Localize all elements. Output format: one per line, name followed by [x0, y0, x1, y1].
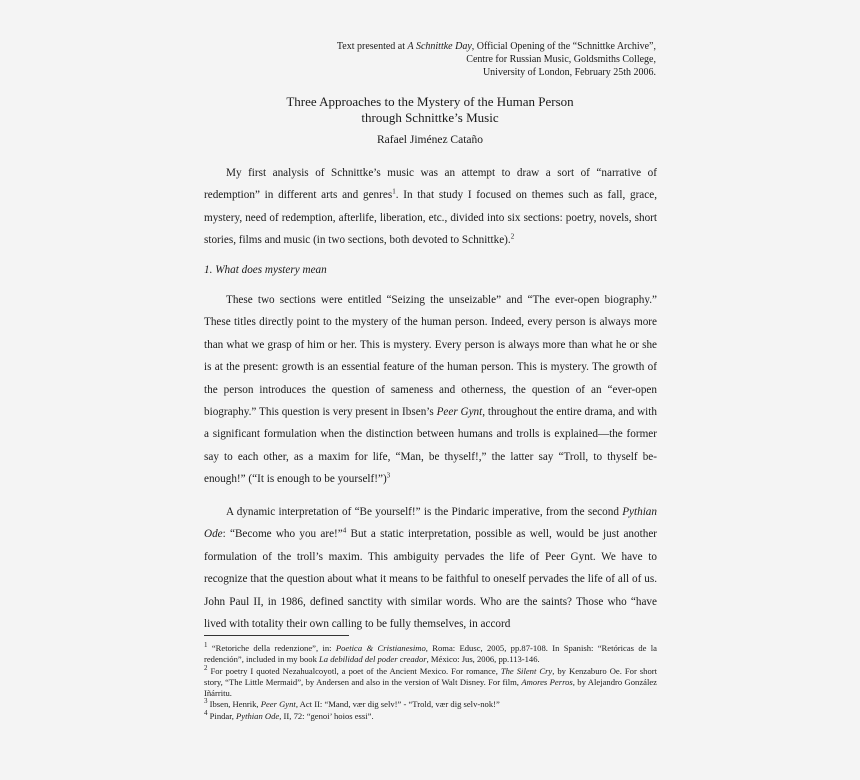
paragraph-1: My first analysis of Schnittke’s music was an attempt to draw a sort of “narrative of redemption” in different arts and genres$^1$. In that study I focused on themes such as fall, grace, mystery, need of redemption, afterlife, liberation, etc., divided into six sections: poetry, novels, short stories, films and music (in two sections, both devoted to Schnittke).$^2$	[204, 167, 657, 247]
footnote-2: $^2$ For poetry I quoted Nezahualcoyotl, a poet of the Ancient Mexico. For romance, The Silent Cry, by Kenzaburo Oe. For short story, “The Little Mermaid”, by Andersen and also in the version of Walt Disney. For film, Amores Perros, by Alejandro González Iñárritu.	[204, 663, 657, 699]
work-title-peer-gynt: Peer Gynt	[436, 406, 483, 419]
presentation-note-line-2: Centre for Russian Music, Goldsmiths College,	[466, 54, 656, 65]
document-title	[0, 94, 860, 126]
title-line-2: through Schnittke’s Music	[361, 110, 499, 125]
work-title-pythian-ode: Pythian Ode	[204, 506, 657, 541]
footnote-ref-4[interactable]: 4	[342, 526, 347, 535]
footnote-ref-3[interactable]: 3	[386, 471, 391, 480]
footnote-1: $^1$ “Retoriche della redenzione”, in: Poetica & Cristianesimo, Roma: Edusc, 2005, pp.87-108. In Spanish: “Retóricas de la redención”, included in my book La debilidad del poder creador, México: Jus, 2006, pp.113-146.	[204, 641, 657, 665]
footnotes	[204, 643, 657, 722]
title-line-1: Three Approaches to the Mystery of the Human Person	[286, 94, 574, 109]
footnote-separator	[204, 635, 349, 636]
presentation-note-line-3: University of London, February 25th 2006.	[482, 67, 656, 78]
event-title: A Schnittke Day	[407, 41, 472, 52]
author-name: Rafael Jiménez Cataño	[376, 134, 483, 146]
footnote-4: $^4$ Pindar, Pythian Ode, II, 72: “genoi’ hoios essi”.	[204, 708, 374, 721]
paragraph-2: These two sections were entitled “Seizing the unseizable” and “The ever-open biography.” These titles directly point to the mystery of the human person. Indeed, every person is always more than what we grasp of him or her. This is mystery. Every person is always more than what he or she is at the present: growth is an essential feature of the human person. This is mystery. The growth of the person introduces the question of sameness and otherness, the question of an “ever-open biography.” This question is very present in Ibsen’s Peer Gynt, throughout the entire drama, and with a significant formulation when the distinction between humans and trolls is explained—the former say to each other, as a maxim for life, “Man, be thyself!,” the latter say “Troll, to thyself be-enough!” (“It is enough to be yourself!”)$^3$	[204, 294, 657, 486]
footnote-ref-1[interactable]: 1	[392, 187, 396, 196]
section-heading: 1. What does mystery mean	[204, 264, 327, 276]
presentation-note	[337, 40, 656, 79]
presentation-note-line-1: Text presented at A Schnittke Day, Official Opening of the “Schnittke Archive”,	[336, 41, 656, 52]
footnote-3: $^3$ Ibsen, Henrik, Peer Gynt, Act II: “Mand, vær dig selv!” - “Trold, vær dig selv-nok!”	[204, 697, 500, 710]
footnote-ref-2[interactable]: 2	[510, 232, 515, 241]
paragraph-3: A dynamic interpretation of “Be yourself!” is the Pindaric imperative, from the second Pythian Ode: “Become who you are!”$^4$ But a static interpretation, possible as well, would be just another formulation of the troll’s maxim. This ambiguity pervades the life of Peer Gynt. We have to recognize that the question about what it means to be faithful to oneself pervades the life of all of us. John Paul II, in 1986, defined sanctity with similar words. Who are the saints? Those who “have lived with totality their own calling to be fully themselves, in accord	[204, 506, 658, 631]
